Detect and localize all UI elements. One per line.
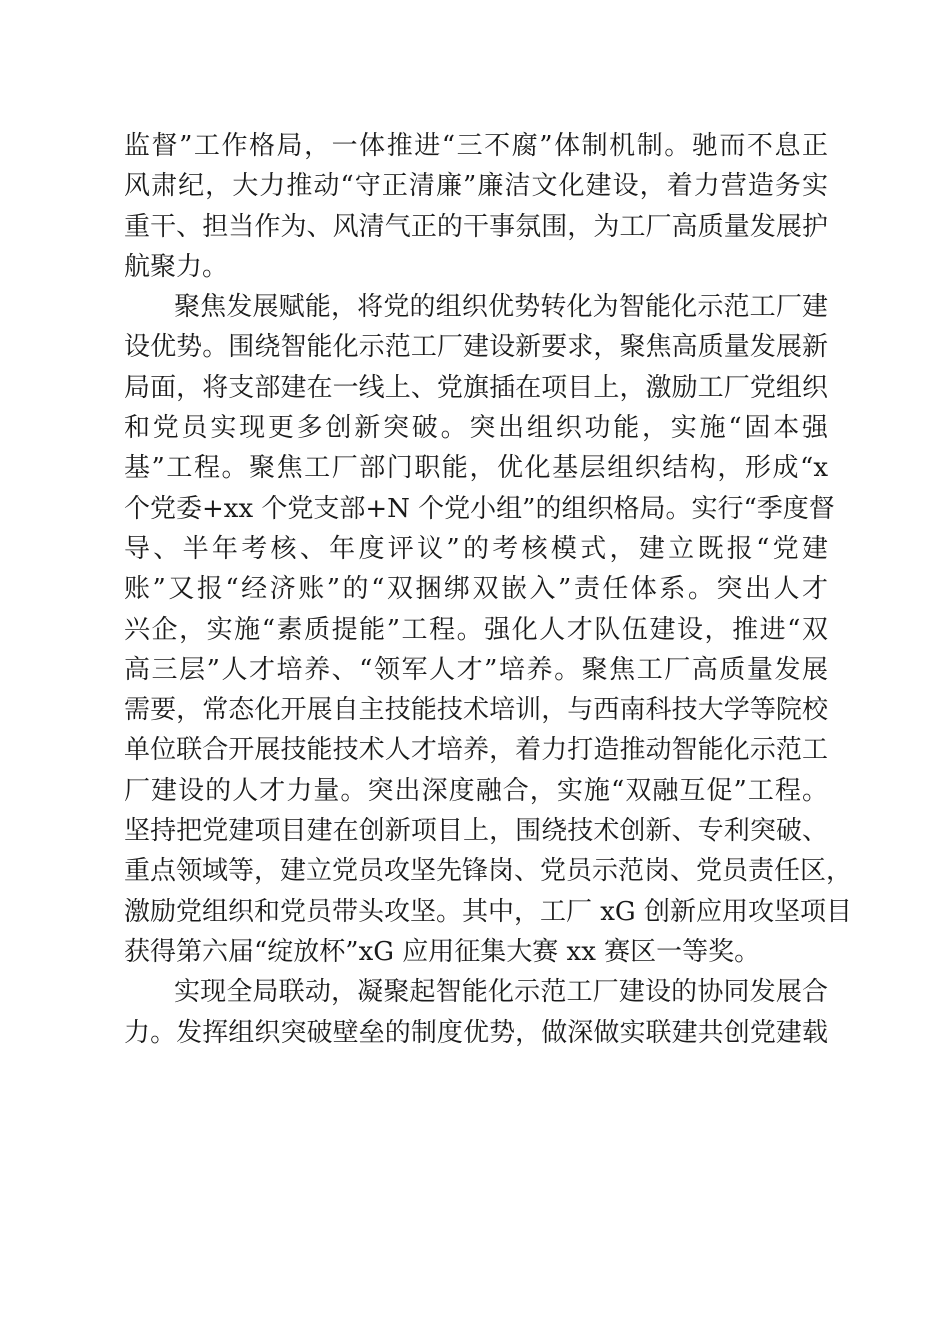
text-line: 个党委+xx 个党支部+N 个党小组”的组织格局。实行“季度督	[124, 493, 835, 524]
text-line: 重点领域等，建立党员攻坚先锋岗、党员示范岗、党员责任区，	[124, 856, 853, 887]
text-line: 航聚力。	[124, 251, 229, 282]
text-line: 坚持把党建项目建在创新项目上，围绕技术创新、专利突破、	[124, 816, 828, 847]
text-line: 高三层”人才培养、“领军人才”培养。聚焦工厂高质量发展	[124, 654, 828, 685]
text-line: 力。发挥组织突破壁垒的制度优势，做深做实联建共创党建载	[124, 1017, 828, 1048]
text-line: 基”工程。聚焦工厂部门职能，优化基层组织结构，形成“x	[124, 453, 828, 484]
text-line: 监督”工作格局，一体推进“三不腐”体制机制。驰而不息正	[124, 131, 828, 161]
text-line: 局面，将支部建在一线上、党旗插在项目上，激励工厂党组织	[124, 372, 828, 403]
text-line: 导、半年考核、年度评议”的考核模式，建立既报“党建	[124, 533, 828, 564]
paragraph-overall-linkage	[124, 972, 828, 1053]
text-line: 单位联合开展技能技术人才培养，着力打造推动智能化示范工	[124, 735, 828, 766]
text-line: 激励党组织和党员带头攻坚。其中，工厂 xG 创新应用攻坚项目	[124, 896, 852, 927]
paragraph-continued	[124, 126, 828, 287]
text-line: 实现全局联动，凝聚起智能化示范工厂建设的协同发展合	[174, 977, 828, 1008]
text-line: 聚焦发展赋能，将党的组织优势转化为智能化示范工厂建	[174, 292, 828, 323]
text-line: 风肃纪，大力推动“守正清廉”廉洁文化建设，着力营造务实	[124, 171, 828, 202]
text-line: 兴企，实施“素质提能”工程。强化人才队伍建设，推进“双	[124, 614, 828, 645]
text-line: 重干、担当作为、风清气正的干事氛围，为工厂高质量发展护	[124, 211, 828, 242]
text-line: 厂建设的人才力量。突出深度融合，实施“双融互促”工程。	[124, 775, 828, 806]
text-line: 和党员实现更多创新突破。突出组织功能，实施“固本强	[124, 413, 828, 444]
text-line: 需要，常态化开展自主技能技术培训，与西南科技大学等院校	[124, 695, 828, 726]
text-line: 设优势。围绕智能化示范工厂建设新要求，聚焦高质量发展新	[124, 332, 828, 363]
document-body	[124, 126, 853, 1053]
paragraph-development-empowerment	[124, 287, 853, 972]
text-line: 账”又报“经济账”的“双捆绑双嵌入”责任体系。突出人才	[124, 574, 828, 605]
text-line: 获得第六届“绽放杯”xG 应用征集大赛 xx 赛区一等奖。	[124, 936, 761, 967]
